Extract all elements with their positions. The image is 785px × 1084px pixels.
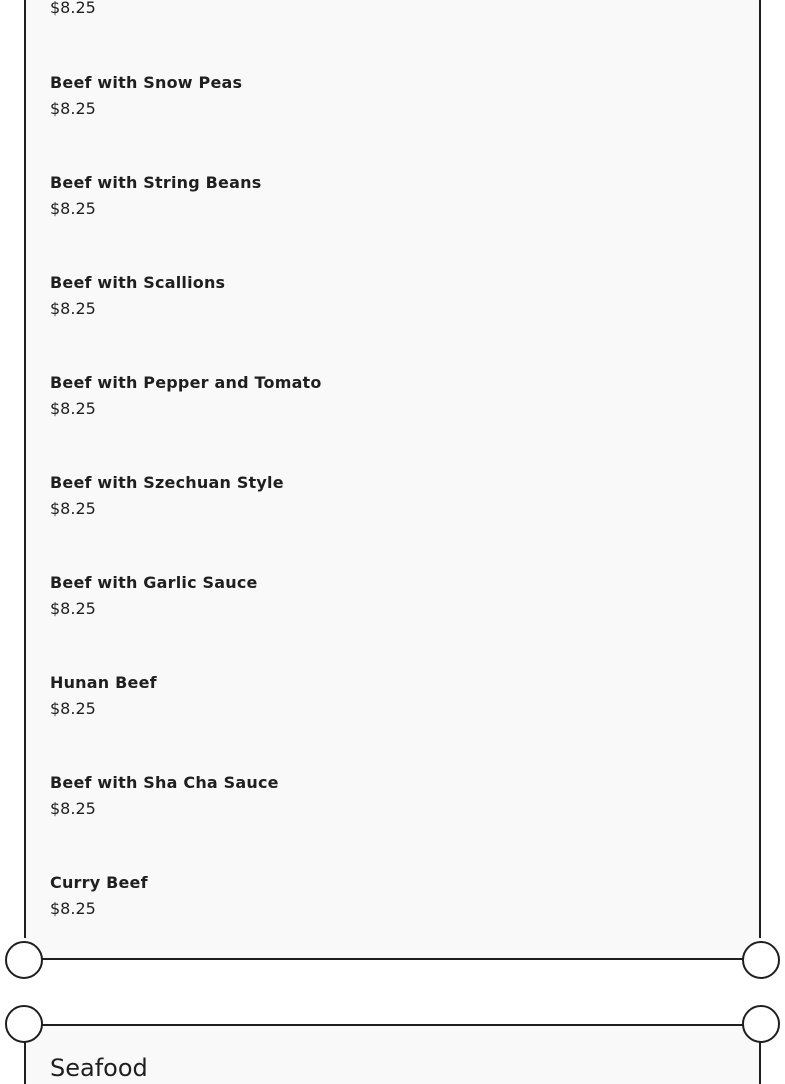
seafood-section-panel xyxy=(24,1024,761,1084)
item-price: $8.25 xyxy=(50,199,96,218)
item-name: Beef with String Beans xyxy=(50,173,262,192)
item-name: Beef with Garlic Sauce xyxy=(50,573,258,592)
item-name: Beef with Pepper and Tomato xyxy=(50,373,322,392)
menu-item[interactable] xyxy=(50,573,258,619)
item-name: Beef with Szechuan Style xyxy=(50,473,284,492)
item-price: $8.25 xyxy=(50,299,96,318)
menu-item[interactable] xyxy=(50,873,148,919)
item-price: $8.25 xyxy=(50,0,96,17)
item-price: $8.25 xyxy=(50,699,96,718)
menu-item[interactable] xyxy=(50,473,284,519)
item-name: Beef with Snow Peas xyxy=(50,73,243,92)
item-price: $8.25 xyxy=(50,599,96,618)
item-price: $8.25 xyxy=(50,399,96,418)
menu-item[interactable] xyxy=(50,773,279,819)
corner-ornament xyxy=(742,1005,780,1043)
section-title: Seafood xyxy=(50,1054,148,1082)
item-name: Hunan Beef xyxy=(50,673,157,692)
menu-item[interactable] xyxy=(50,673,157,719)
item-price: $8.25 xyxy=(50,799,96,818)
item-name: Curry Beef xyxy=(50,873,148,892)
corner-ornament xyxy=(5,941,43,979)
corner-ornament xyxy=(742,941,780,979)
menu-item[interactable] xyxy=(50,73,242,119)
item-price: $8.25 xyxy=(50,899,96,918)
item-name: Beef with Scallions xyxy=(50,273,226,292)
item-price: $8.25 xyxy=(50,99,96,118)
corner-ornament xyxy=(5,1005,43,1043)
menu-item[interactable] xyxy=(50,273,225,319)
item-price: $8.25 xyxy=(50,499,96,518)
menu-item[interactable] xyxy=(50,373,322,419)
beef-section-panel xyxy=(24,0,761,960)
menu-item[interactable] xyxy=(50,173,261,219)
item-name: Beef with Sha Cha Sauce xyxy=(50,773,279,792)
